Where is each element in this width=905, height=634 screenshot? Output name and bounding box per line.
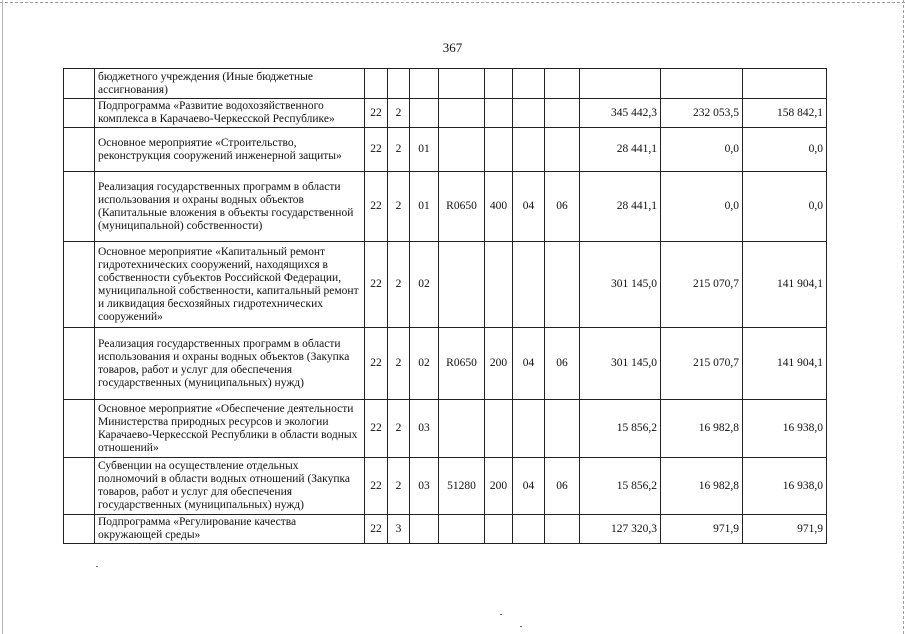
program-code: 22 [365,328,388,400]
amount-year-2: 971,9 [661,515,743,544]
subsection-code: 06 [545,328,580,400]
item-name: Подпрограмма «Регулирование качества окружающей среды» [95,515,365,544]
direction-code: 51280 [439,458,485,515]
scan-edge-top [0,2,905,3]
amount-year-2: 215 070,7 [661,328,743,400]
amount-year-1: 301 145,0 [580,242,661,328]
section-code: 04 [513,172,545,242]
direction-code [439,128,485,172]
section-code [513,128,545,172]
subprogram-code [388,69,410,99]
page-number: 367 [442,40,463,55]
table-row [64,172,827,242]
amount-year-2: 16 982,8 [661,400,743,458]
expense-type-code: 200 [485,328,513,400]
program-code: 22 [365,128,388,172]
section-code [513,69,545,99]
amount-year-3: 16 938,0 [743,458,827,515]
direction-code [439,99,485,128]
expense-type-code: 400 [485,172,513,242]
scan-speck [500,614,502,615]
amount-year-2: 0,0 [661,172,743,242]
item-name: Реализация государственных программ в области использования и охраны водных объектов (Капитальные вложения в объекты государственной (муниципальной) собственности) [95,172,365,242]
row-marker-cell [64,328,95,400]
amount-year-1: 28 441,1 [580,172,661,242]
measure-code [410,99,439,128]
direction-code: R0650 [439,328,485,400]
row-marker-cell [64,400,95,458]
table-row [64,515,827,544]
direction-code: R0650 [439,172,485,242]
item-name: Основное мероприятие «Строительство, реконструкция сооружений инженерной защиты» [95,128,365,172]
direction-code [439,515,485,544]
amount-year-3: 0,0 [743,128,827,172]
section-code [513,400,545,458]
budget-table [63,68,827,544]
amount-year-1: 301 145,0 [580,328,661,400]
expense-type-code [485,69,513,99]
amount-year-3: 971,9 [743,515,827,544]
amount-year-1: 345 442,3 [580,99,661,128]
amount-year-1 [580,69,661,99]
row-marker-cell [64,128,95,172]
table-row [64,99,827,128]
section-code [513,515,545,544]
measure-code: 03 [410,458,439,515]
program-code: 22 [365,242,388,328]
amount-year-3: 158 842,1 [743,99,827,128]
amount-year-3: 0,0 [743,172,827,242]
row-marker-cell [64,242,95,328]
subprogram-code: 2 [388,458,410,515]
measure-code [410,69,439,99]
amount-year-3: 16 938,0 [743,400,827,458]
section-code [513,99,545,128]
table-row [64,328,827,400]
subprogram-code: 2 [388,328,410,400]
amount-year-2: 16 982,8 [661,458,743,515]
section-code: 04 [513,458,545,515]
item-name: Подпрограмма «Развитие водохозяйственного комплекса в Карачаево-Черкесской Республике» [95,99,365,128]
amount-year-2: 0,0 [661,128,743,172]
amount-year-3: 141 904,1 [743,328,827,400]
expense-type-code: 200 [485,458,513,515]
program-code: 22 [365,458,388,515]
row-marker-cell [64,458,95,515]
subprogram-code: 2 [388,128,410,172]
measure-code: 01 [410,128,439,172]
expense-type-code [485,242,513,328]
expense-type-code [485,400,513,458]
amount-year-3: 141 904,1 [743,242,827,328]
program-code: 22 [365,515,388,544]
row-marker-cell [64,99,95,128]
subprogram-code: 2 [388,400,410,458]
item-name: Основное мероприятие «Капитальный ремонт гидротехнических сооружений, находящихся в собственности субъектов Российской Федерации, муниципальной собственности, капитальный ремонт и ликвидация бесхозяйных гидротехнических сооружений» [95,242,365,328]
subsection-code [545,242,580,328]
row-marker-cell [64,172,95,242]
expense-type-code [485,515,513,544]
item-name: Основное мероприятие «Обеспечение деятельности Министерства природных ресурсов и экологии Карачаево-Черкесской Республики в области водных отношений» [95,400,365,458]
measure-code [410,515,439,544]
expense-type-code [485,128,513,172]
direction-code [439,400,485,458]
scan-speck [520,626,522,627]
item-name: Субвенции на осуществление отдельных полномочий в области водных отношений (Закупка товаров, работ и услуг для обеспечения государственных (муниципальных) нужд) [95,458,365,515]
program-code: 22 [365,400,388,458]
scan-speck [96,566,98,567]
measure-code: 02 [410,328,439,400]
measure-code: 02 [410,242,439,328]
subsection-code [545,400,580,458]
scan-edge-left [2,0,3,634]
direction-code [439,242,485,328]
subprogram-code: 3 [388,515,410,544]
amount-year-1: 15 856,2 [580,458,661,515]
table-row [64,242,827,328]
program-code [365,69,388,99]
scan-edge-right [903,0,904,634]
subsection-code [545,128,580,172]
subsection-code [545,515,580,544]
subprogram-code: 2 [388,242,410,328]
amount-year-2 [661,69,743,99]
table-row [64,128,827,172]
amount-year-1: 28 441,1 [580,128,661,172]
section-code [513,242,545,328]
amount-year-1: 127 320,3 [580,515,661,544]
direction-code [439,69,485,99]
row-marker-cell [64,515,95,544]
table-row [64,400,827,458]
subprogram-code: 2 [388,172,410,242]
subsection-code: 06 [545,458,580,515]
amount-year-3 [743,69,827,99]
amount-year-2: 215 070,7 [661,242,743,328]
measure-code: 03 [410,400,439,458]
section-code: 04 [513,328,545,400]
amount-year-2: 232 053,5 [661,99,743,128]
subsection-code [545,99,580,128]
subprogram-code: 2 [388,99,410,128]
table-row [64,458,827,515]
row-marker-cell [64,69,95,99]
table-row [64,69,827,99]
amount-year-1: 15 856,2 [580,400,661,458]
item-name: бюджетного учреждения (Иные бюджетные ассигнования) [95,69,365,99]
program-code: 22 [365,172,388,242]
expense-type-code [485,99,513,128]
measure-code: 01 [410,172,439,242]
subsection-code [545,69,580,99]
item-name: Реализация государственных программ в области использования и охраны водных объектов (Закупка товаров, работ и услуг для обеспечения государственных (муниципальных) нужд) [95,328,365,400]
program-code: 22 [365,99,388,128]
subsection-code: 06 [545,172,580,242]
